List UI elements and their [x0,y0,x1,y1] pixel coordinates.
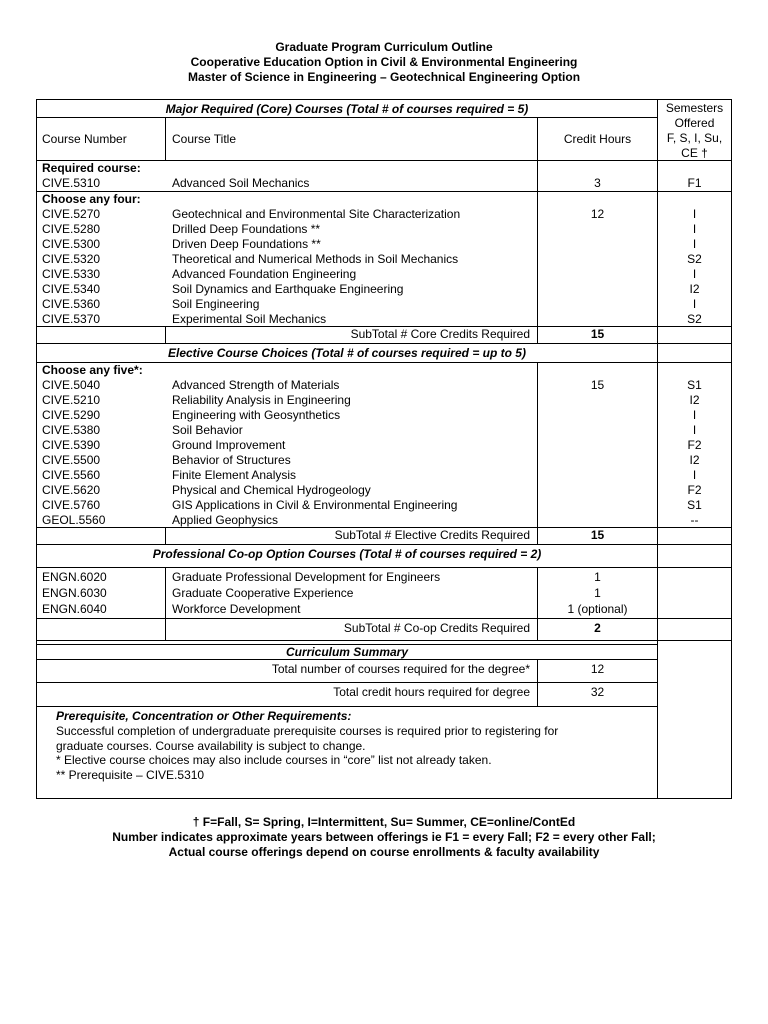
core-subtotal-label: SubTotal # Core Credits Required [350,327,530,341]
requirements-line: Successful completion of undergraduate prerequisite courses is required prior to registering for [56,724,559,738]
coop-section-heading: Professional Co-op Option Courses (Total # of courses required = 2) [152,547,542,561]
semester-offered: S1 [687,498,702,512]
divider [37,706,657,707]
semester-offered: S2 [687,252,702,266]
semester-offered: I [692,297,697,311]
course-number: CIVE.5320 [42,252,101,266]
course-title: GIS Applications in Civil & Environmental Engineering [172,498,458,512]
divider [37,191,731,192]
course-number: CIVE.5360 [42,297,101,311]
col-course-title: Course Title [172,132,237,146]
course-title: Advanced Foundation Engineering [172,267,357,281]
elective-subtotal-value: 15 [590,528,605,542]
choose-four-label: Choose any four: [42,192,141,206]
course-title: Workforce Development [172,602,301,616]
requirements-line: ** Prerequisite – CIVE.5310 [56,767,205,782]
semester-offered: I [692,237,697,251]
core-course-titles [172,207,460,327]
course-title: Geotechnical and Environmental Site Characterization [172,207,461,221]
elective-course-numbers [42,378,105,528]
credit-hours: 1 (optional) [567,602,628,616]
course-number: CIVE.5290 [42,408,101,422]
semester-offered: I2 [689,393,700,407]
title-line-2: Cooperative Education Option in Civil & Environmental Engineering [190,55,578,69]
total-credits-value: 32 [590,685,605,699]
course-title: Ground Improvement [172,438,286,452]
course-title: Behavior of Structures [172,453,291,467]
footer-line-3: Actual course offerings depend on course enrollments & faculty availability [168,845,600,859]
core-course-numbers [42,207,100,327]
credit-hours: 1 [594,570,601,584]
course-number: CIVE.5300 [42,237,101,251]
course-title: Graduate Professional Development for Engineers [172,570,441,584]
course-title: Advanced Strength of Materials [172,378,340,392]
course-title: Soil Behavior [172,423,243,437]
course-title: Soil Dynamics and Earthquake Engineering [172,282,404,296]
course-number: CIVE.5040 [42,378,101,392]
course-title: Experimental Soil Mechanics [172,312,327,326]
elective-semesters [658,378,731,528]
elective-subtotal-label: SubTotal # Elective Credits Required [334,528,530,542]
elective-course-titles [172,378,457,528]
divider [37,567,731,568]
semester-offered: F2 [687,438,702,452]
coop-subtotal-label: SubTotal # Co-op Credits Required [343,621,530,635]
semesters-header-2: Offered [674,116,715,130]
divider [165,117,166,160]
semester-offered: S2 [687,312,702,326]
course-number: ENGN.6040 [42,602,107,616]
semesters-header-3: F, S, I, Su, [666,131,723,145]
course-title: Finite Element Analysis [172,468,297,482]
divider [37,544,731,545]
course-title: Soil Engineering [172,297,260,311]
coop-credit-hours [538,570,657,618]
semester-offered: F2 [687,483,702,497]
semester-offered: S1 [687,378,702,392]
credit-hours: 15 [590,378,605,392]
course-number: CIVE.5390 [42,438,101,452]
total-credits-label: Total credit hours required for degree [333,685,530,699]
total-courses-value: 12 [590,662,605,676]
divider [37,117,658,118]
core-subtotal-value: 15 [590,327,605,341]
semester-offered: I2 [689,453,700,467]
semester-offered: -- [690,513,699,527]
course-title: Graduate Cooperative Experience [172,586,354,600]
semesters-header-4: CE † [681,146,708,160]
credit-hours: 3 [594,176,601,190]
course-number: GEOL.5560 [42,513,106,527]
footer-line-1: † F=Fall, S= Spring, I=Intermittent, Su= Summer, CE=online/ContEd [192,815,576,829]
semester-offered: I [692,222,697,236]
credit-hours: 12 [590,207,605,221]
coop-subtotal-value: 2 [594,621,601,635]
credit-hours: 1 [594,586,601,600]
course-title: Applied Geophysics [172,513,279,527]
course-number: CIVE.5500 [42,453,101,467]
course-number: CIVE.5310 [42,176,101,190]
choose-five-label: Choose any five*: [42,363,143,377]
course-title: Drilled Deep Foundations ** [172,222,321,236]
course-title: Physical and Chemical Hydrogeology [172,483,371,497]
course-number: ENGN.6020 [42,570,107,584]
course-number: CIVE.5760 [42,498,101,512]
required-course-label: Required course: [42,161,141,175]
semester-offered: I [692,408,697,422]
col-course-number: Course Number [42,132,127,146]
course-title: Advanced Soil Mechanics [172,176,310,190]
semester-offered: I [692,267,697,281]
course-title: Driven Deep Foundations ** [172,237,321,251]
coop-course-numbers [42,570,107,618]
divider [37,618,731,619]
total-courses-label: Total number of courses required for the degree* [271,662,530,676]
summary-heading: Curriculum Summary [285,645,409,659]
semester-offered: I [692,423,697,437]
semester-offered: I2 [689,282,700,296]
course-number: CIVE.5560 [42,468,101,482]
course-title: Engineering with Geosynthetics [172,408,341,422]
coop-course-titles [172,570,440,618]
divider [37,682,657,683]
divider [37,640,731,641]
elective-section-heading: Elective Course Choices (Total # of courses required = up to 5) [168,346,526,360]
core-section-heading: Major Required (Core) Courses (Total # of courses required = 5) [165,102,529,116]
course-number: CIVE.5340 [42,282,101,296]
requirements-line: graduate courses. Course availability is subject to change. [56,738,366,753]
core-semesters [658,207,731,327]
course-number: CIVE.5370 [42,312,101,326]
course-number: CIVE.5270 [42,207,101,221]
course-number: CIVE.5280 [42,222,101,236]
course-title: Reliability Analysis in Engineering [172,393,351,407]
col-credit-hours: Credit Hours [563,132,632,146]
course-number: CIVE.5380 [42,423,101,437]
course-number: CIVE.5620 [42,483,101,497]
course-number: ENGN.6030 [42,586,107,600]
footer-line-2: Number indicates approximate years between offerings ie F1 = every Fall; F2 = every other Fall; [112,830,656,844]
semesters-header-1: Semesters [665,101,724,115]
semester-offered: I [692,468,697,482]
course-number: CIVE.5210 [42,393,101,407]
divider [37,160,731,161]
title-line-1: Graduate Program Curriculum Outline [275,40,493,54]
course-title: Theoretical and Numerical Methods in Soil Mechanics [172,252,459,266]
divider [37,343,731,344]
title-line-3: Master of Science in Engineering – Geotechnical Engineering Option [187,70,581,84]
semester-offered: I [692,207,697,221]
semester-offered: F1 [687,176,702,190]
course-number: CIVE.5330 [42,267,101,281]
requirements-heading: Prerequisite, Concentration or Other Requirements: [56,709,352,723]
requirements-line: * Elective course choices may also include courses in “core” list not already taken. [56,753,492,767]
